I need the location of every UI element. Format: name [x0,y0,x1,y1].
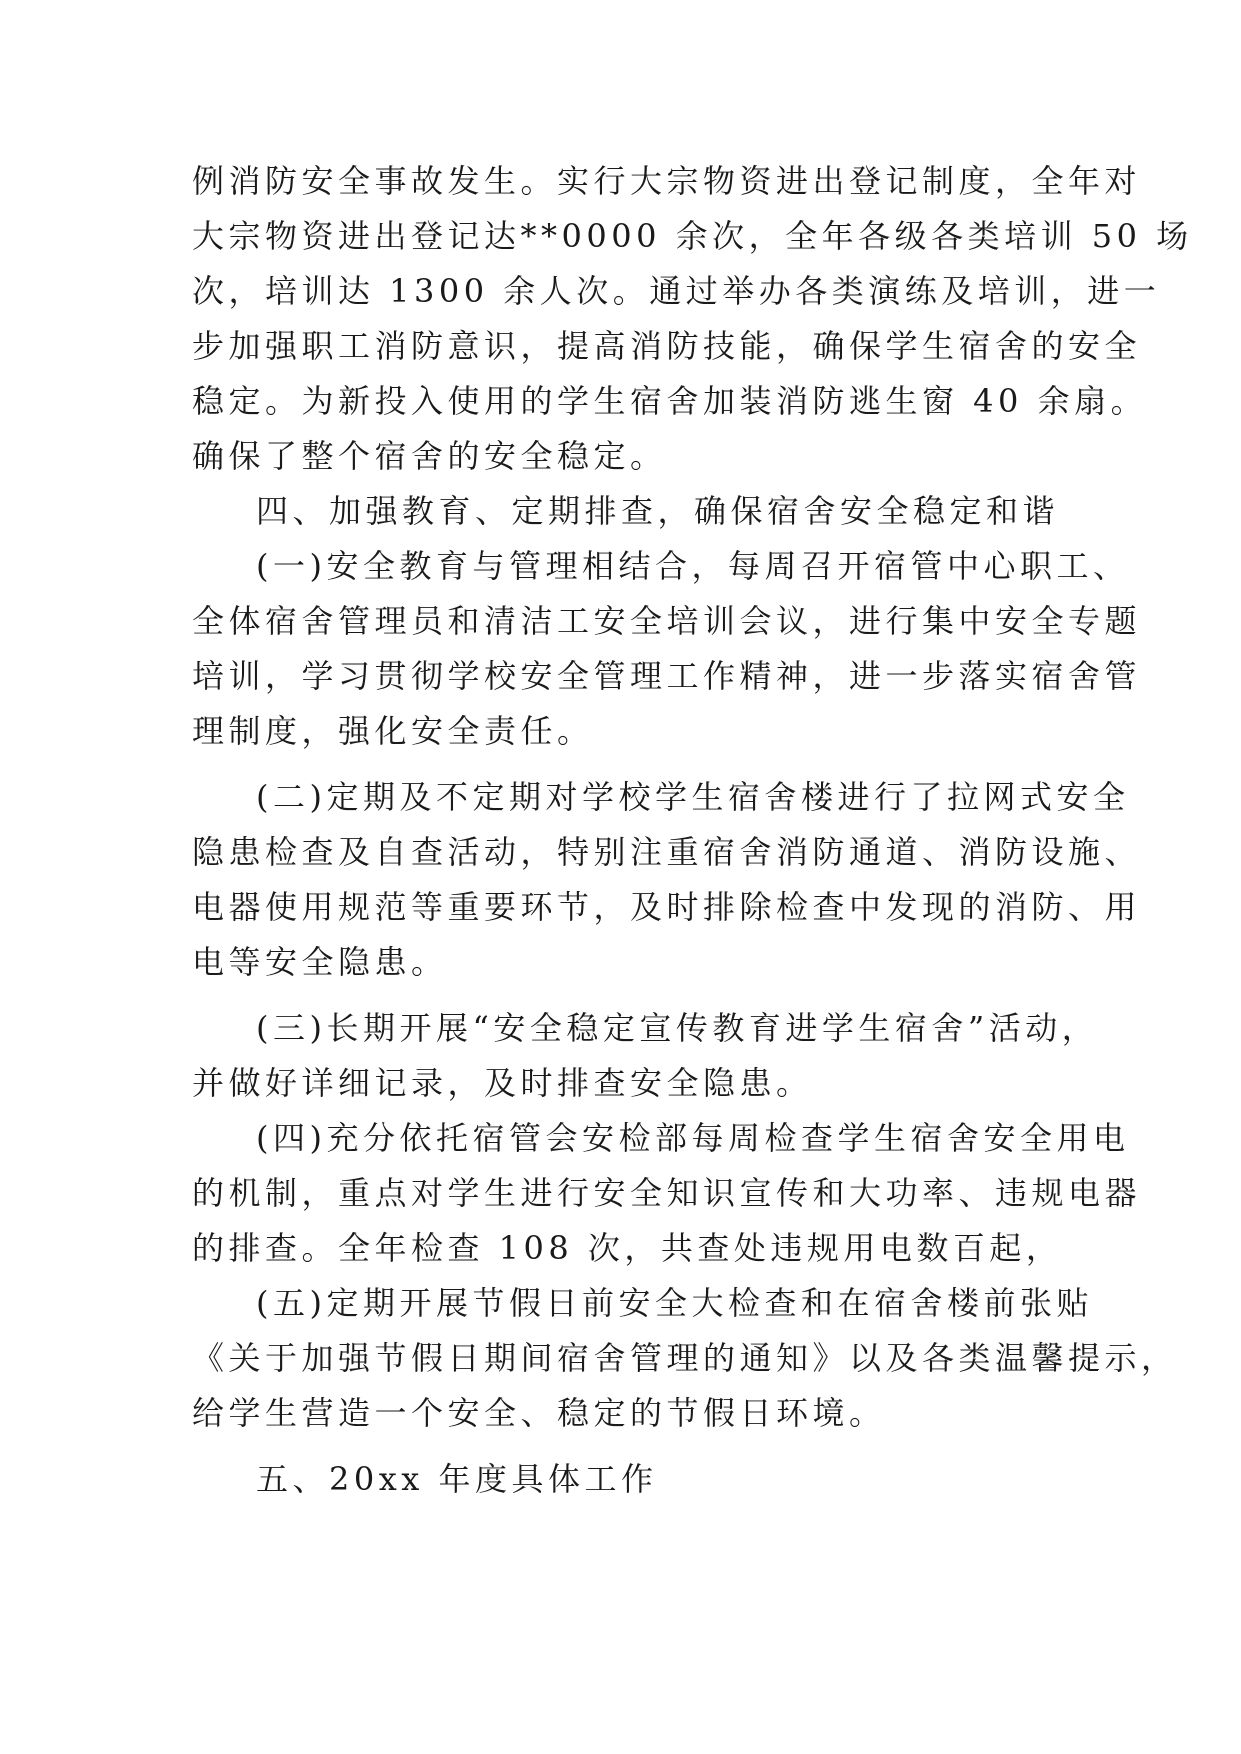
paragraph-start: (四)充分依托宿管会安检部每周检查学生宿舍安全用电 [256,1119,1130,1157]
text-line: 隐患检查及自查活动，特别注重宿舍消防通道、消防设施、 [192,833,1142,871]
text-line: 电等安全隐患。 [192,943,448,981]
text-line: 例消防安全事故发生。实行大宗物资进出登记制度，全年对 [192,162,1142,200]
paragraph-start: (二)定期及不定期对学校学生宿舍楼进行了拉网式安全 [256,778,1130,816]
paragraph-start: (三)长期开展“安全稳定宣传教育进学生宿舍”活动， [256,1009,1099,1047]
text-line: 的排查。全年检查 108 次，共查处违规用电数百起， [192,1229,1063,1267]
paragraph-start: (一)安全教育与管理相结合，每周召开宿管中心职工、 [256,547,1130,585]
section-heading: 五、20xx 年度具体工作 [256,1460,658,1498]
text-line: 给学生营造一个安全、稳定的节假日环境。 [192,1394,886,1432]
text-line: 次，培训达 1300 余人次。通过举办各类演练及培训，进一 [192,272,1161,310]
paragraph-start: (五)定期开展节假日前安全大检查和在宿舍楼前张贴 [256,1284,1093,1322]
text-line: 大宗物资进出登记达**0000 余次，全年各级各类培训 50 场 [192,217,1193,255]
text-line: 《关于加强节假日期间宿舍管理的通知》以及各类温馨提示， [192,1339,1178,1377]
text-line: 确保了整个宿舍的安全稳定。 [192,437,667,475]
text-line: 稳定。为新投入使用的学生宿舍加装消防逃生窗 40 余扇。 [192,382,1148,420]
text-line: 的机制，重点对学生进行安全知识宣传和大功率、违规电器 [192,1174,1142,1212]
text-line: 步加强职工消防意识，提高消防技能，确保学生宿舍的安全 [192,327,1142,365]
document-body [192,154,1193,1507]
text-line: 培训，学习贯彻学校安全管理工作精神，进一步落实宿舍管 [192,657,1142,695]
text-line: 并做好详细记录，及时排查安全隐患。 [192,1064,813,1102]
text-line: 全体宿舍管理员和清洁工安全培训会议，进行集中安全专题 [192,602,1142,640]
text-line: 电器使用规范等重要环节，及时排除检查中发现的消防、用 [192,888,1142,926]
text-line: 理制度，强化安全责任。 [192,712,594,750]
section-heading: 四、加强教育、定期排查，确保宿舍安全稳定和谐 [256,492,1060,530]
